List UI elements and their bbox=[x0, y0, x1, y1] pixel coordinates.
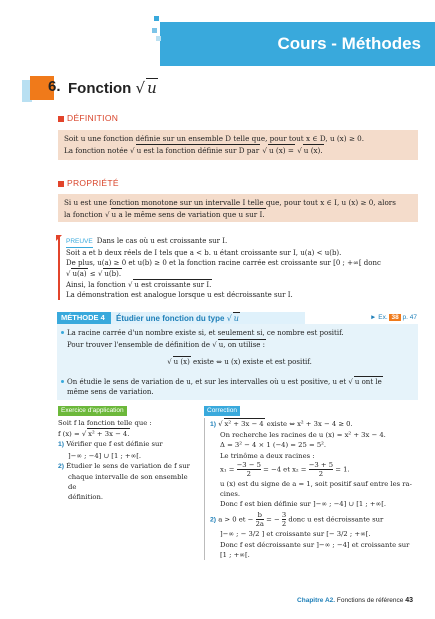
preuve-block bbox=[58, 236, 418, 300]
exercise-q2-line3: définition. bbox=[68, 493, 103, 502]
correction-text: 2 bbox=[318, 469, 324, 478]
exercise-q2 bbox=[58, 461, 196, 472]
definition-line-2: La fonction notée √ u est la fonction définie sur D par √ u (x) = √ u (x). bbox=[64, 146, 323, 155]
correction-fraction bbox=[309, 461, 333, 478]
correction-text: 2a bbox=[255, 520, 264, 529]
exercise-q2-line2: chaque intervalle de son ensemble de bbox=[68, 473, 188, 492]
definition-text: u (x). bbox=[303, 146, 323, 155]
correction-text: donc u est décroissante sur bbox=[288, 515, 384, 524]
correction-text: existe ⇔ x² + 3x − 4 ≥ 0. bbox=[266, 420, 353, 428]
methode-bullet2-line2: même sens de variation. bbox=[67, 388, 154, 396]
footer bbox=[297, 597, 413, 604]
section-number: 6. bbox=[48, 78, 61, 95]
definition-text: La fonction notée bbox=[64, 146, 128, 155]
methode-bullet2-line1: On étudie le sens de variation de u, et sur les intervalles où u est positive, u et √ u ont le bbox=[67, 377, 382, 386]
exercise-q1-num: 1) bbox=[58, 441, 65, 449]
methode-text: On étudie le sens de variation de u, et sur les intervalles où u est positive, u et bbox=[67, 377, 347, 386]
correction-c1-line5 bbox=[210, 461, 418, 479]
header-title: Cours - Méthodes bbox=[277, 34, 421, 53]
propriete-line-1: Si u est une fonction monotone sur un intervalle I telle que, pour tout x ∈ I, u (x) ≥ 0, alors bbox=[64, 198, 396, 207]
correction-text: x₁ = bbox=[220, 465, 235, 474]
correction-c2-line4: [1 ; +∞[. bbox=[220, 550, 250, 559]
preuve-tag: PREUVE bbox=[66, 237, 93, 248]
methode-text: existe ⇔ u (x) existe et est positif. bbox=[193, 358, 312, 366]
preuve-line-5: Ainsi, la fonction √ u est croissante sur I. bbox=[66, 281, 212, 289]
correction-c2-num: 2) bbox=[210, 516, 217, 524]
correction-c2-line3: Donc f est décroissante sur ]−∞ ; −4] et croissante sur bbox=[220, 540, 410, 549]
exercise-line-2: f (x) = √ x² + 3x − 4. bbox=[58, 430, 130, 439]
preuve-text: Ainsi, la fonction bbox=[66, 281, 126, 289]
preuve-line-4: √ u(a) ≤ √ u(b). bbox=[66, 270, 122, 278]
methode-bullet1-line1: La racine carrée d'un nombre existe si, et seulement si, ce nombre est positif. bbox=[67, 329, 344, 337]
correction-fraction bbox=[237, 461, 261, 478]
correction-c2-line2: ]−∞ ; − 3/2 ] et croissante sur [− 3/2 ; +∞[. bbox=[220, 530, 371, 539]
methode-text: u (x) bbox=[173, 358, 190, 366]
page-number: 43 bbox=[405, 597, 413, 604]
definition-box bbox=[58, 130, 418, 160]
footer-chapter: Chapitre A2. bbox=[297, 597, 336, 604]
methode-formula: √ u (x) existe ⇔ u (x) existe et est positif. bbox=[167, 358, 312, 366]
exercise-line-1: Soit f la fonction telle que : bbox=[58, 419, 152, 427]
exercise-q2-num: 2) bbox=[58, 462, 65, 470]
exercise-text: Vérifier que f est définie sur bbox=[66, 440, 163, 449]
propriete-text: u a le même sens de variation que u sur I. bbox=[111, 210, 265, 219]
preuve-text: u est croissante sur I. bbox=[134, 281, 212, 289]
correction-c1-line2: On recherche les racines de u (x) = x² + 3x − 4. bbox=[220, 431, 386, 440]
methode-bullet bbox=[61, 331, 64, 334]
correction-text: = − bbox=[266, 515, 280, 524]
correction-text: = −4 et x₂ = bbox=[263, 465, 307, 474]
correction-text: x² + 3x − 4 bbox=[224, 420, 264, 428]
methode-bullet bbox=[61, 380, 64, 383]
correction-c1-line6: u (x) est du signe de a = 1, soit positif sauf entre les ra- bbox=[220, 479, 412, 488]
definition-line-1: Soit u une fonction définie sur un ensemble D telle que, pour tout x ∈ D, u (x) ≥ 0. bbox=[64, 134, 364, 143]
section-title bbox=[68, 78, 158, 97]
correction-text: 2 bbox=[343, 530, 348, 539]
methode-text: u ont le bbox=[354, 377, 382, 386]
correction-text: 3 bbox=[248, 530, 253, 539]
exercise-tag: Exercice d'application bbox=[58, 406, 127, 416]
correction-text: 3 bbox=[281, 511, 287, 520]
propriete-label: PROPRIÉTÉ bbox=[67, 178, 119, 188]
exercise-text: x² + 3x − 4. bbox=[88, 430, 130, 439]
correction-text: ]−∞ ; − bbox=[220, 530, 247, 539]
preuve-line-6: La démonstration est analogue lorsque u est décroissante sur I. bbox=[66, 291, 293, 299]
section-symbol: u bbox=[147, 79, 157, 97]
correction-c2-line1 bbox=[210, 511, 418, 529]
correction-text: ] et croissante sur [− bbox=[261, 530, 335, 539]
section-title-text: Fonction bbox=[68, 80, 132, 97]
correction-fraction bbox=[282, 511, 286, 528]
methode-bullet1-line2: Pour trouver l'ensemble de définition de √ u, on utilise : bbox=[67, 340, 266, 349]
propriete-box bbox=[58, 194, 418, 222]
methode-symbol: u bbox=[233, 314, 239, 323]
correction-text: −3 − 5 bbox=[236, 460, 261, 469]
methode-text: u, on utilise : bbox=[218, 340, 266, 349]
methode-tag: MÉTHODE 4 bbox=[57, 312, 111, 324]
correction-text: 2 bbox=[246, 469, 251, 478]
methode-text: Pour trouver l'ensemble de définition de bbox=[67, 340, 211, 349]
definition-bullet bbox=[58, 116, 64, 122]
propriete-text: la fonction bbox=[64, 210, 103, 219]
preuve-line-3: De plus, u(a) ≥ 0 et u(b) ≥ 0 et la fonction racine carrée est croissante sur [0 ; +∞[ donc bbox=[66, 259, 381, 267]
correction-c1-line4: Le trinôme a deux racines : bbox=[220, 451, 315, 460]
exercise-text: Étudier le sens de variation de f sur bbox=[66, 461, 190, 470]
methode-body bbox=[57, 324, 418, 400]
propriete-bullet bbox=[58, 181, 64, 187]
methode-ref-badge: 38 bbox=[391, 314, 399, 321]
methode-ref-suffix: p. 47 bbox=[402, 314, 417, 321]
correction-c1-line7: cines. bbox=[220, 490, 241, 499]
correction-text: 2 bbox=[281, 520, 287, 529]
propriete-line-2: la fonction √ u a le même sens de variation que u sur I. bbox=[64, 210, 265, 219]
correction-text: −3 + 5 bbox=[308, 460, 334, 469]
correction-text: = 1. bbox=[335, 465, 350, 474]
methode-ref-prefix: ► Ex. bbox=[370, 314, 388, 321]
exercise-body bbox=[58, 418, 196, 503]
correction-text: ; +∞[. bbox=[349, 530, 371, 539]
preuve-text: u(a) bbox=[72, 270, 87, 278]
correction-text: a > 0 et − bbox=[218, 515, 254, 524]
correction-body bbox=[204, 418, 418, 560]
correction-tag: Correction bbox=[204, 406, 240, 416]
correction-c1-line1: 1) √ x² + 3x − 4 existe ⇔ x² + 3x − 4 ≥ 0. bbox=[210, 420, 353, 428]
correction-text: 3 bbox=[336, 530, 342, 539]
exercise-text: f (x) = bbox=[58, 430, 80, 439]
footer-title: Fonctions de référence bbox=[336, 597, 404, 604]
preuve-text: ≤ bbox=[89, 270, 96, 278]
exercise-q1 bbox=[58, 439, 196, 450]
definition-label: DÉFINITION bbox=[67, 113, 119, 123]
header-decoration bbox=[150, 14, 190, 64]
correction-text: 2 bbox=[255, 530, 260, 539]
exercise-q1-line2: ]−∞ ; −4] ∪ [1 ; +∞[. bbox=[68, 451, 142, 460]
preuve-line-1: Dans le cas où u est croissante sur I. bbox=[96, 237, 228, 245]
methode-exercise-link[interactable] bbox=[370, 313, 417, 323]
sqrt-symbol: √ u bbox=[135, 79, 157, 97]
correction-text: b bbox=[256, 511, 264, 520]
definition-text: u (x) = bbox=[269, 146, 294, 155]
correction-c1-line3: Δ = 3² − 4 × 1 (−4) = 25 = 5². bbox=[220, 441, 327, 450]
methode-title-text: Étudier une fonction du type bbox=[116, 314, 225, 323]
correction-c1-num: 1) bbox=[210, 421, 217, 428]
correction-c1-line8: Donc f est bien définie sur ]−∞ ; −4] ∪ [1 ; +∞[. bbox=[220, 500, 387, 509]
definition-text: u est la fonction définie sur D par bbox=[136, 146, 260, 155]
preuve-line-2: Soit a et b deux réels de I tels que a < b. u étant croissante sur I, u(a) < u(b). bbox=[66, 249, 342, 257]
correction-fraction bbox=[256, 511, 264, 528]
preuve-text: u(b). bbox=[104, 270, 122, 278]
methode-title: Étudier une fonction du type √ u bbox=[116, 314, 239, 323]
